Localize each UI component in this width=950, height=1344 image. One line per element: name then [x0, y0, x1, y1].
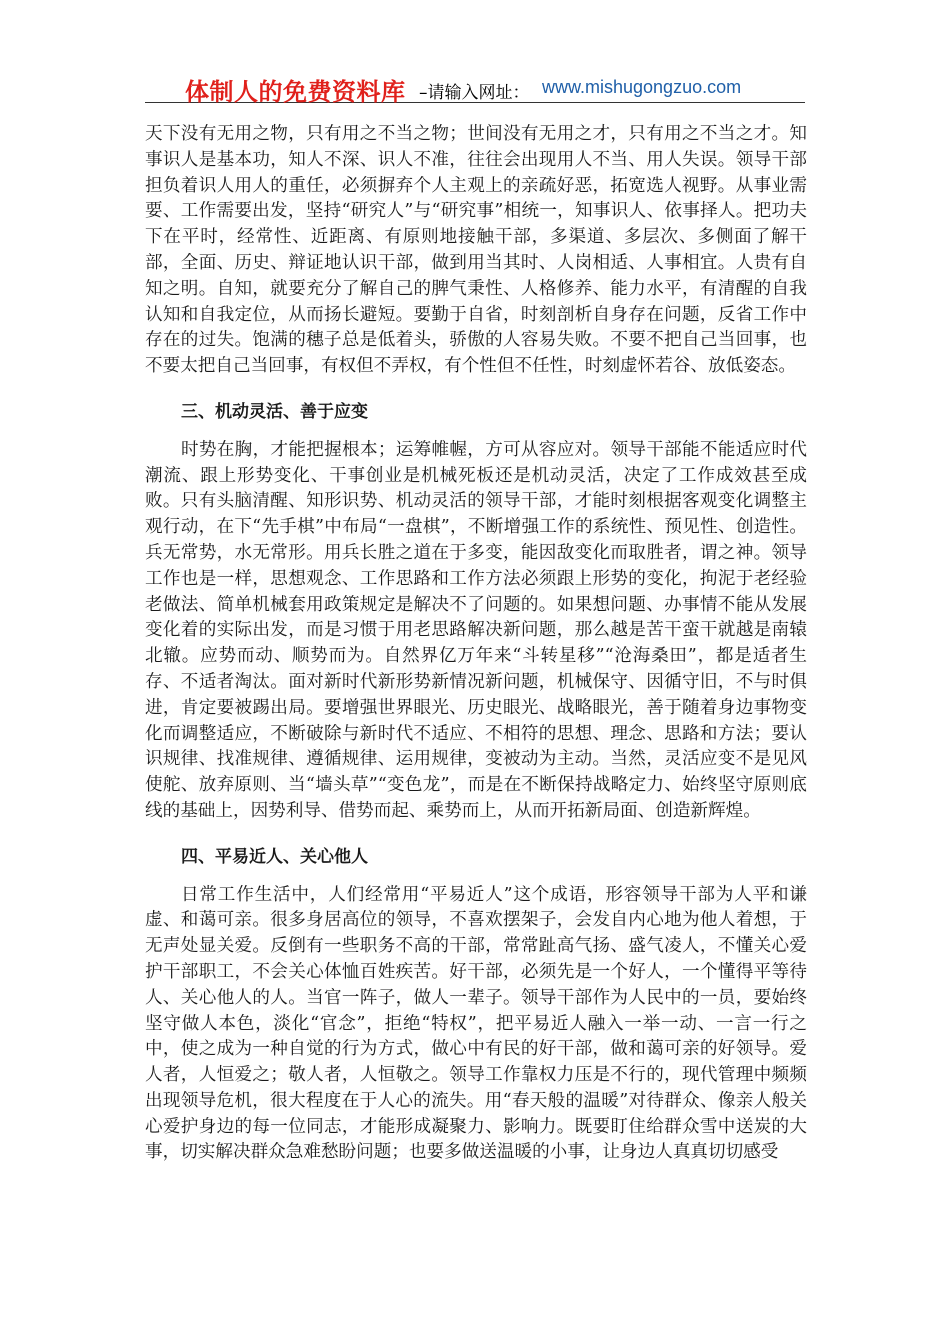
spacer	[145, 825, 807, 845]
document-body	[145, 122, 807, 1166]
intro-paragraph: 天下没有无用之物，只有用之不当之物；世间没有无用之才，只有用之不当之才。知事识人是基本功，知人不深、识人不准，往往会出现用人不当、用人失误。领导干部担负着识人用人的重任，必须摒弃个人主观上的亲疏好恶，拓宽选人视野。从事业需要、工作需要出发，坚持“研究人”与“研究事”相统一，知事识人、依事择人。把功夫下在平时，经常性、近距离、有原则地接触干部，多渠道、多层次、多侧面了解干部，全面、历史、辩证地认识干部，做到用当其时、人岗相适、人事相宜。人贵有自知之明。自知，就要充分了解自己的脾气秉性、人格修养、能力水平，有清醒的自我认知和自我定位，从而扬长避短。要勤于自省，时刻剖析自身存在问题，反省工作中存在的过失。饱满的穗子总是低着头，骄傲的人容易失败。不要不把自己当回事，也不要太把自己当回事，有权但不弄权，有个性但不任性，时刻虚怀若谷、放低姿态。	[145, 124, 807, 377]
section-heading-4: 四、平易近人、关心他人	[181, 846, 368, 867]
section-heading-3: 三、机动灵活、善于应变	[181, 401, 368, 422]
page-header	[145, 72, 805, 106]
spacer	[145, 871, 807, 883]
header-url-link[interactable]: www.mishugongzuo.com	[542, 77, 742, 97]
spacer	[145, 380, 807, 400]
section-paragraph-3: 时势在胸，才能把握根本；运筹帷幄，方可从容应对。领导干部能不能适应时代潮流、跟上形势变化、干事创业是机械死板还是机动灵活，决定了工作成效甚至成败。只有头脑清醒、知形识势、机动灵活的领导干部，才能时刻根据客观变化调整主观行动，在下“先手棋”中布局“一盘棋”，不断增强工作的系统性、预见性、创造性。兵无常势，水无常形。用兵长胜之道在于多变，能因敌变化而取胜者，谓之神。领导工作也是一样，思想观念、工作思路和工作方法必须跟上形势的变化，拘泥于老经验老做法、简单机械套用政策规定是解决不了问题的。如果想问题、办事情不能从发展变化着的实际出发，而是习惯于用老思路解决新问题，那么越是苦干蛮干就越是南辕北辙。应势而动、顺势而为。自然界亿万年来“斗转星移”“沧海桑田”，都是适者生存、不适者淘汰。面对新时代新形势新情况新问题，机械保守、因循守旧，不与时俱进，肯定要被踢出局。要增强世界眼光、历史眼光、战略眼光，善于随着身边事物变化而调整适应，不断破除与新时代不适应、不相符的思想、理念、思路和方法；要认识规律、找准规律、遵循规律、运用规律，变被动为主动。当然，灵活应变不是见风使舵、放弃原则、当“墙头草”“变色龙”，而是在不断保持战略定力、始终坚守原则底线的基础上，因势利导、借势而起、乘势而上，从而开拓新局面、创造新辉煌。	[145, 439, 807, 821]
header-brand: 体制人的免费资料库	[185, 78, 406, 106]
header-prompt: –请输入网址：	[419, 83, 530, 103]
spacer	[145, 426, 807, 438]
section-paragraph-4: 日常工作生活中，人们经常用“平易近人”这个成语，形容领导干部为人平和谦虚、和蔼可亲。很多身居高位的领导，不喜欢摆架子，会发自内心地为他人着想，于无声处显关爱。反倒有一些职务不高的干部，常常趾高气扬、盛气凌人，不懂关心爱护干部职工，不会关心体恤百姓疾苦。好干部，必须先是一个好人，一个懂得平等待人、关心他人的人。当官一阵子，做人一辈子。领导干部作为人民中的一员，要始终坚守做人本色，淡化“官念”，拒绝“特权”，把平易近人融入一举一动、一言一行之中，使之成为一种自觉的行为方式，做心中有民的好干部，做和蔼可亲的好领导。爱人者，人恒爱之；敬人者，人恒敬之。领导工作靠权力压是不行的，现代管理中频频出现领导危机，很大程度在于人心的流失。用“春天般的温暖”对待群众、像亲人般关心爱护身边的每一位同志，才能形成凝聚力、影响力。既要盯住给群众雪中送炭的大事，切实解决群众急难愁盼问题；也要多做送温暖的小事，让身边人真真切切感受	[145, 884, 807, 1163]
